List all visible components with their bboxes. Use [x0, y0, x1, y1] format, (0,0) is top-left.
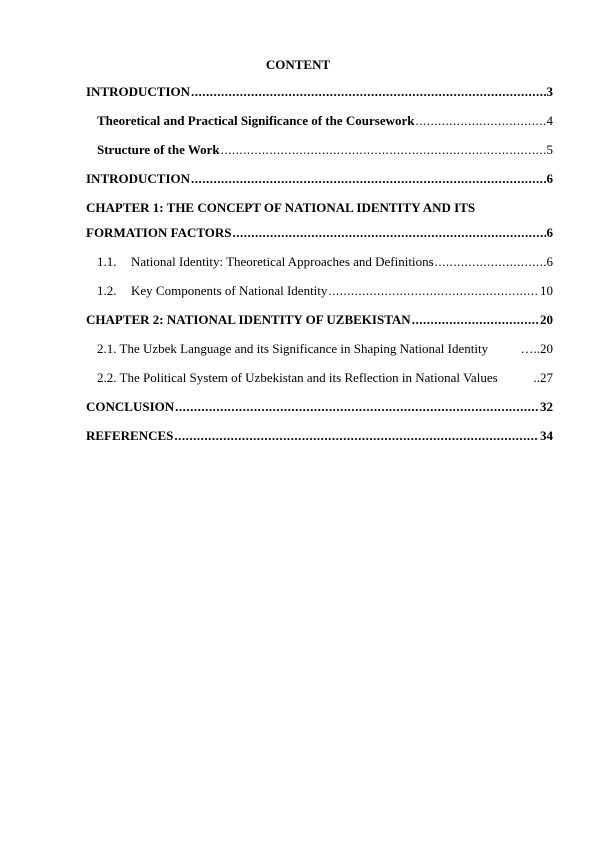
toc-entry-conclusion[interactable] — [86, 399, 553, 415]
toc-entry-label: Key Components of National Identity — [131, 283, 328, 298]
toc-leader-dots — [412, 312, 539, 328]
toc-page-number: 6 — [546, 171, 553, 186]
toc-leader-dots — [175, 399, 539, 415]
toc-entry-label: CONCLUSION — [86, 399, 175, 414]
toc-entry-structure[interactable] — [97, 142, 553, 158]
toc-page-number: 20 — [540, 312, 553, 327]
toc-entry-label: CHAPTER 2: NATIONAL IDENTITY OF UZBEKISTAN — [86, 312, 411, 327]
toc-leader-dots — [221, 142, 546, 158]
toc-entry-label: 2.1. The Uzbek Language and its Significance in Shaping National Identity — [97, 341, 489, 356]
toc-page-number: 6 — [546, 254, 553, 269]
toc-entry-label: INTRODUCTION — [86, 171, 191, 186]
toc-heading: CONTENT — [265, 57, 331, 72]
toc-entry-chapter-1-continued[interactable] — [86, 225, 553, 241]
toc-entry-section-2-2[interactable] — [97, 370, 553, 386]
toc-leader-dots — [174, 428, 539, 444]
toc-leader-dots — [191, 84, 545, 100]
toc-entry-introduction[interactable] — [86, 84, 553, 100]
toc-entry-label: FORMATION FACTORS — [86, 225, 232, 240]
toc-leader-dots — [435, 254, 546, 270]
toc-page-number: 10 — [540, 283, 553, 298]
toc-entry-label: CHAPTER 1: THE CONCEPT OF NATIONAL IDENTITY AND ITS — [86, 200, 476, 215]
toc-section-number: 1.2. — [97, 283, 117, 298]
toc-entry-significance[interactable] — [97, 113, 553, 129]
toc-page-number: 20 — [540, 341, 553, 356]
toc-entry-chapter-1[interactable] — [86, 200, 553, 216]
toc-page-number: 3 — [546, 84, 553, 99]
toc-leader-dots — [233, 225, 546, 241]
toc-entry-section-1-1[interactable] — [97, 254, 553, 270]
toc-entry-introduction-2[interactable] — [86, 171, 553, 187]
toc-page-number: 5 — [546, 142, 553, 157]
toc-page-number: 32 — [540, 399, 553, 414]
toc-leader-dots — [328, 283, 539, 299]
toc-entry-label: National Identity: Theoretical Approaches and Definitions — [131, 254, 434, 269]
toc-leader-dots: ….. — [520, 341, 540, 356]
toc-leader-dots: .. — [533, 370, 540, 385]
toc-entry-chapter-2[interactable] — [86, 312, 553, 328]
toc-entry-section-2-1[interactable] — [97, 341, 553, 357]
toc-entry-label: INTRODUCTION — [86, 84, 191, 99]
toc-page-number: 34 — [540, 428, 553, 443]
toc-section-number: 1.1. — [97, 254, 117, 269]
toc-leader-dots — [191, 171, 545, 187]
toc-entry-label: REFERENCES — [86, 428, 174, 443]
toc-entry-references[interactable] — [86, 428, 553, 444]
toc-entry-label: Structure of the Work — [97, 142, 220, 157]
toc-page-number: 4 — [546, 113, 553, 128]
toc-leader-dots — [416, 113, 546, 129]
toc-entry-label: 2.2. The Political System of Uzbekistan and its Reflection in National Values — [97, 370, 498, 385]
toc-entry-section-1-2[interactable] — [97, 283, 553, 299]
toc-page-number: 6 — [546, 225, 553, 240]
toc-entry-label: Theoretical and Practical Significance of the Coursework — [97, 113, 415, 128]
toc-page-number: 27 — [540, 370, 553, 385]
